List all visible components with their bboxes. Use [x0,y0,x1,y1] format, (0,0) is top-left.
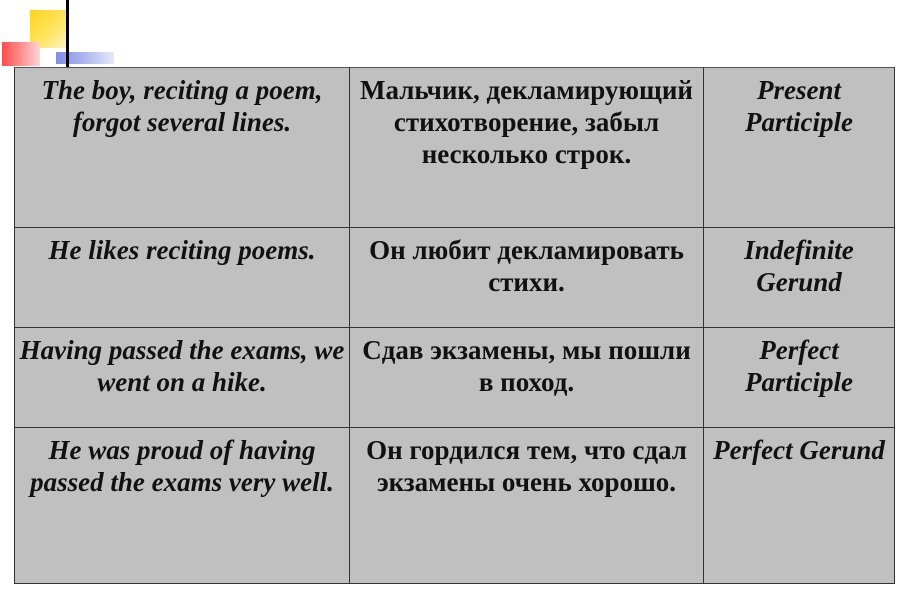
russian-translation-cell: Сдав экзамены, мы пошли в поход. [350,328,704,428]
grammar-table [14,67,895,584]
logo-blue-square [56,52,114,64]
table-row [15,228,895,328]
table-row [15,428,895,584]
logo-vertical-line [66,0,69,70]
grammar-form-cell: Perfect Participle [704,328,895,428]
english-sentence-cell: He likes reciting poems. [15,228,350,328]
english-sentence-cell: He was proud of having passed the exams very well. [15,428,350,584]
logo-red-square [2,42,40,66]
grammar-form-cell: Present Participle [704,68,895,228]
grammar-table-container [14,67,894,583]
russian-translation-cell: Мальчик, декламирующий стихотворение, забыл несколько строк. [350,68,704,228]
english-sentence-cell: The boy, reciting a poem, forgot several lines. [15,68,350,228]
russian-translation-cell: Он гордился тем, что сдал экзамены очень хорошо. [350,428,704,584]
slide-logo-icon [0,0,130,72]
table-row [15,328,895,428]
russian-translation-cell: Он любит декламировать стихи. [350,228,704,328]
table-row [15,68,895,228]
english-sentence-cell: Having passed the exams, we went on a hike. [15,328,350,428]
grammar-form-cell: Perfect Gerund [704,428,895,584]
grammar-form-cell: Indefinite Gerund [704,228,895,328]
